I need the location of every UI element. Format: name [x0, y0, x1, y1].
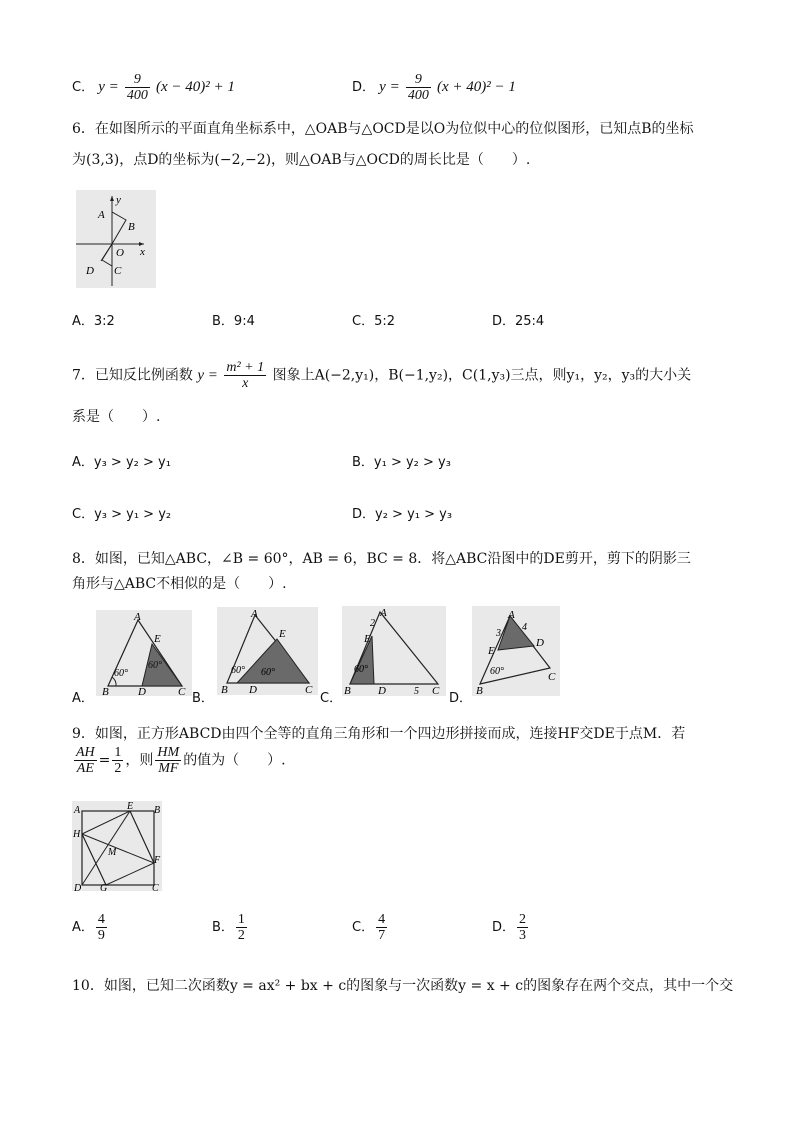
q8-figure-d [472, 606, 560, 696]
q6-option-b: B．9:4 [212, 314, 255, 329]
svg-text:C: C [432, 685, 440, 696]
svg-text:A: A [134, 611, 141, 623]
q8-figure-c [342, 606, 446, 696]
svg-text:A: A [74, 805, 81, 816]
q6-label-o: O [116, 247, 124, 259]
q9-stem-line2: $\frac{AH}{AE}$ = $\frac{1}{2}$ ，则 $\frac{HM}{MF}$ 的值为（ ）. [76, 745, 286, 776]
svg-text:3: 3 [496, 628, 501, 639]
q7-stem-line2: 系是（ ）. [72, 409, 161, 425]
svg-text:C: C [305, 684, 313, 695]
svg-text:B: B [154, 805, 161, 816]
svg-text:D: D [378, 685, 386, 696]
q6-stem-line2: 为(3,3)，点D的坐标为(−2,−2)，则△OAB与△OCD的周长比是（ ）. [72, 152, 531, 168]
svg-text:60°: 60° [231, 665, 245, 676]
svg-text:B: B [476, 685, 483, 696]
q6-option-c: C．5:2 [352, 314, 395, 329]
svg-text:C: C [178, 686, 186, 696]
q9-option-b: B． $\frac{1}{2}$ [212, 912, 245, 943]
svg-text:B: B [221, 684, 228, 695]
q8-figure-b [217, 607, 318, 695]
svg-text:60°: 60° [148, 660, 162, 671]
svg-text:E: E [154, 633, 161, 645]
q7-stem-line1: 7．已知反比例函数 y = $\frac{\text{m² + 1}}{x}$ 图象上A(−2,y₁)，B(−1,y₂)，C(1,y₃)三点，则y₁，y₂，y₃的大小关 [72, 360, 692, 391]
q6-option-a: A．3:2 [72, 314, 115, 329]
q8-option-b-label: B． [192, 691, 214, 706]
svg-text:60°: 60° [114, 668, 128, 679]
svg-text:B: B [102, 686, 109, 696]
svg-text:D: D [138, 686, 146, 696]
svg-text:F: F [154, 855, 161, 866]
q6-figure [76, 190, 156, 288]
svg-text:A: A [251, 608, 258, 620]
svg-text:H: H [73, 829, 81, 840]
q6-label-x: x [140, 246, 145, 258]
q6-label-y: y [116, 194, 121, 206]
svg-text:C: C [548, 671, 556, 683]
svg-text:E: E [127, 801, 134, 812]
q7-option-b: B．y₁ > y₂ > y₃ [352, 455, 451, 470]
q9-option-a: A． $\frac{4}{9}$ [72, 912, 105, 943]
q7-option-a: A．y₃ > y₂ > y₁ [72, 455, 171, 470]
q5-c-expression: (x − 40)² + 1 [156, 79, 235, 95]
q6-stem-line1: 6．在如图所示的平面直角坐标系中，△OAB与△OCD是以O为位似中心的位似图形，已知点B的坐标 [72, 121, 694, 137]
q6-label-c: C [114, 265, 122, 277]
q9-option-d: D． $\frac{2}{3}$ [492, 912, 527, 943]
svg-text:5: 5 [414, 686, 419, 696]
svg-text:M: M [108, 847, 117, 858]
svg-text:G: G [100, 883, 108, 891]
q10-stem-line1: 10．如图，已知二次函数y = ax² + bx + c的图象与一次函数y = x + c的图象存在两个交点，其中一个交 [72, 978, 734, 994]
q8-figure-a [96, 610, 192, 696]
svg-text:D: D [249, 684, 257, 695]
q7-option-d: D．y₂ > y₁ > y₃ [352, 507, 453, 522]
q5-option-d: D． y = $\frac{9}{400}$ (x + 40)² − 1 [352, 72, 516, 103]
svg-text:E: E [488, 645, 495, 657]
svg-text:D: D [536, 637, 544, 649]
q9-figure [72, 801, 162, 891]
svg-text:4: 4 [522, 622, 527, 633]
svg-text:B: B [344, 685, 351, 696]
svg-text:60°: 60° [490, 666, 504, 677]
svg-text:E: E [279, 628, 286, 640]
svg-text:2: 2 [370, 618, 375, 629]
svg-text:C: C [152, 883, 159, 891]
q8-stem-line2: 角形与△ABC不相似的是（ ）. [72, 576, 287, 592]
q6-label-a: A [98, 209, 105, 221]
q6-label-b: B [128, 221, 135, 233]
q8-option-a-label: A． [72, 691, 94, 706]
q5-option-c: C． y = $\frac{9}{400}$ (x − 40)² + 1 [72, 72, 235, 103]
q8-option-d-label: D． [449, 691, 473, 706]
q9-option-c: C． $\frac{4}{7}$ [352, 912, 386, 943]
svg-text:E: E [364, 633, 371, 645]
q8-option-c-label: C． [320, 691, 343, 706]
svg-text:A: A [508, 609, 515, 621]
svg-text:A: A [380, 607, 387, 619]
q6-label-d: D [86, 265, 94, 277]
q5-d-expression: (x + 40)² − 1 [436, 79, 516, 95]
svg-text:D: D [74, 883, 82, 891]
svg-text:60°: 60° [354, 664, 368, 675]
q9-stem-line1: 9．如图，正方形ABCD由四个全等的直角三角形和一个四边形拼接而成，连接HF交DE于点M．若 [72, 726, 686, 742]
q8-stem-line1: 8．如图，已知△ABC，∠B = 60°，AB = 6，BC = 8．将△ABC沿图中的DE剪开，剪下的阴影三 [72, 551, 691, 567]
svg-text:60°: 60° [261, 667, 275, 678]
q7-option-c: C．y₃ > y₁ > y₂ [72, 507, 172, 522]
q6-option-d: D．25:4 [492, 314, 545, 329]
